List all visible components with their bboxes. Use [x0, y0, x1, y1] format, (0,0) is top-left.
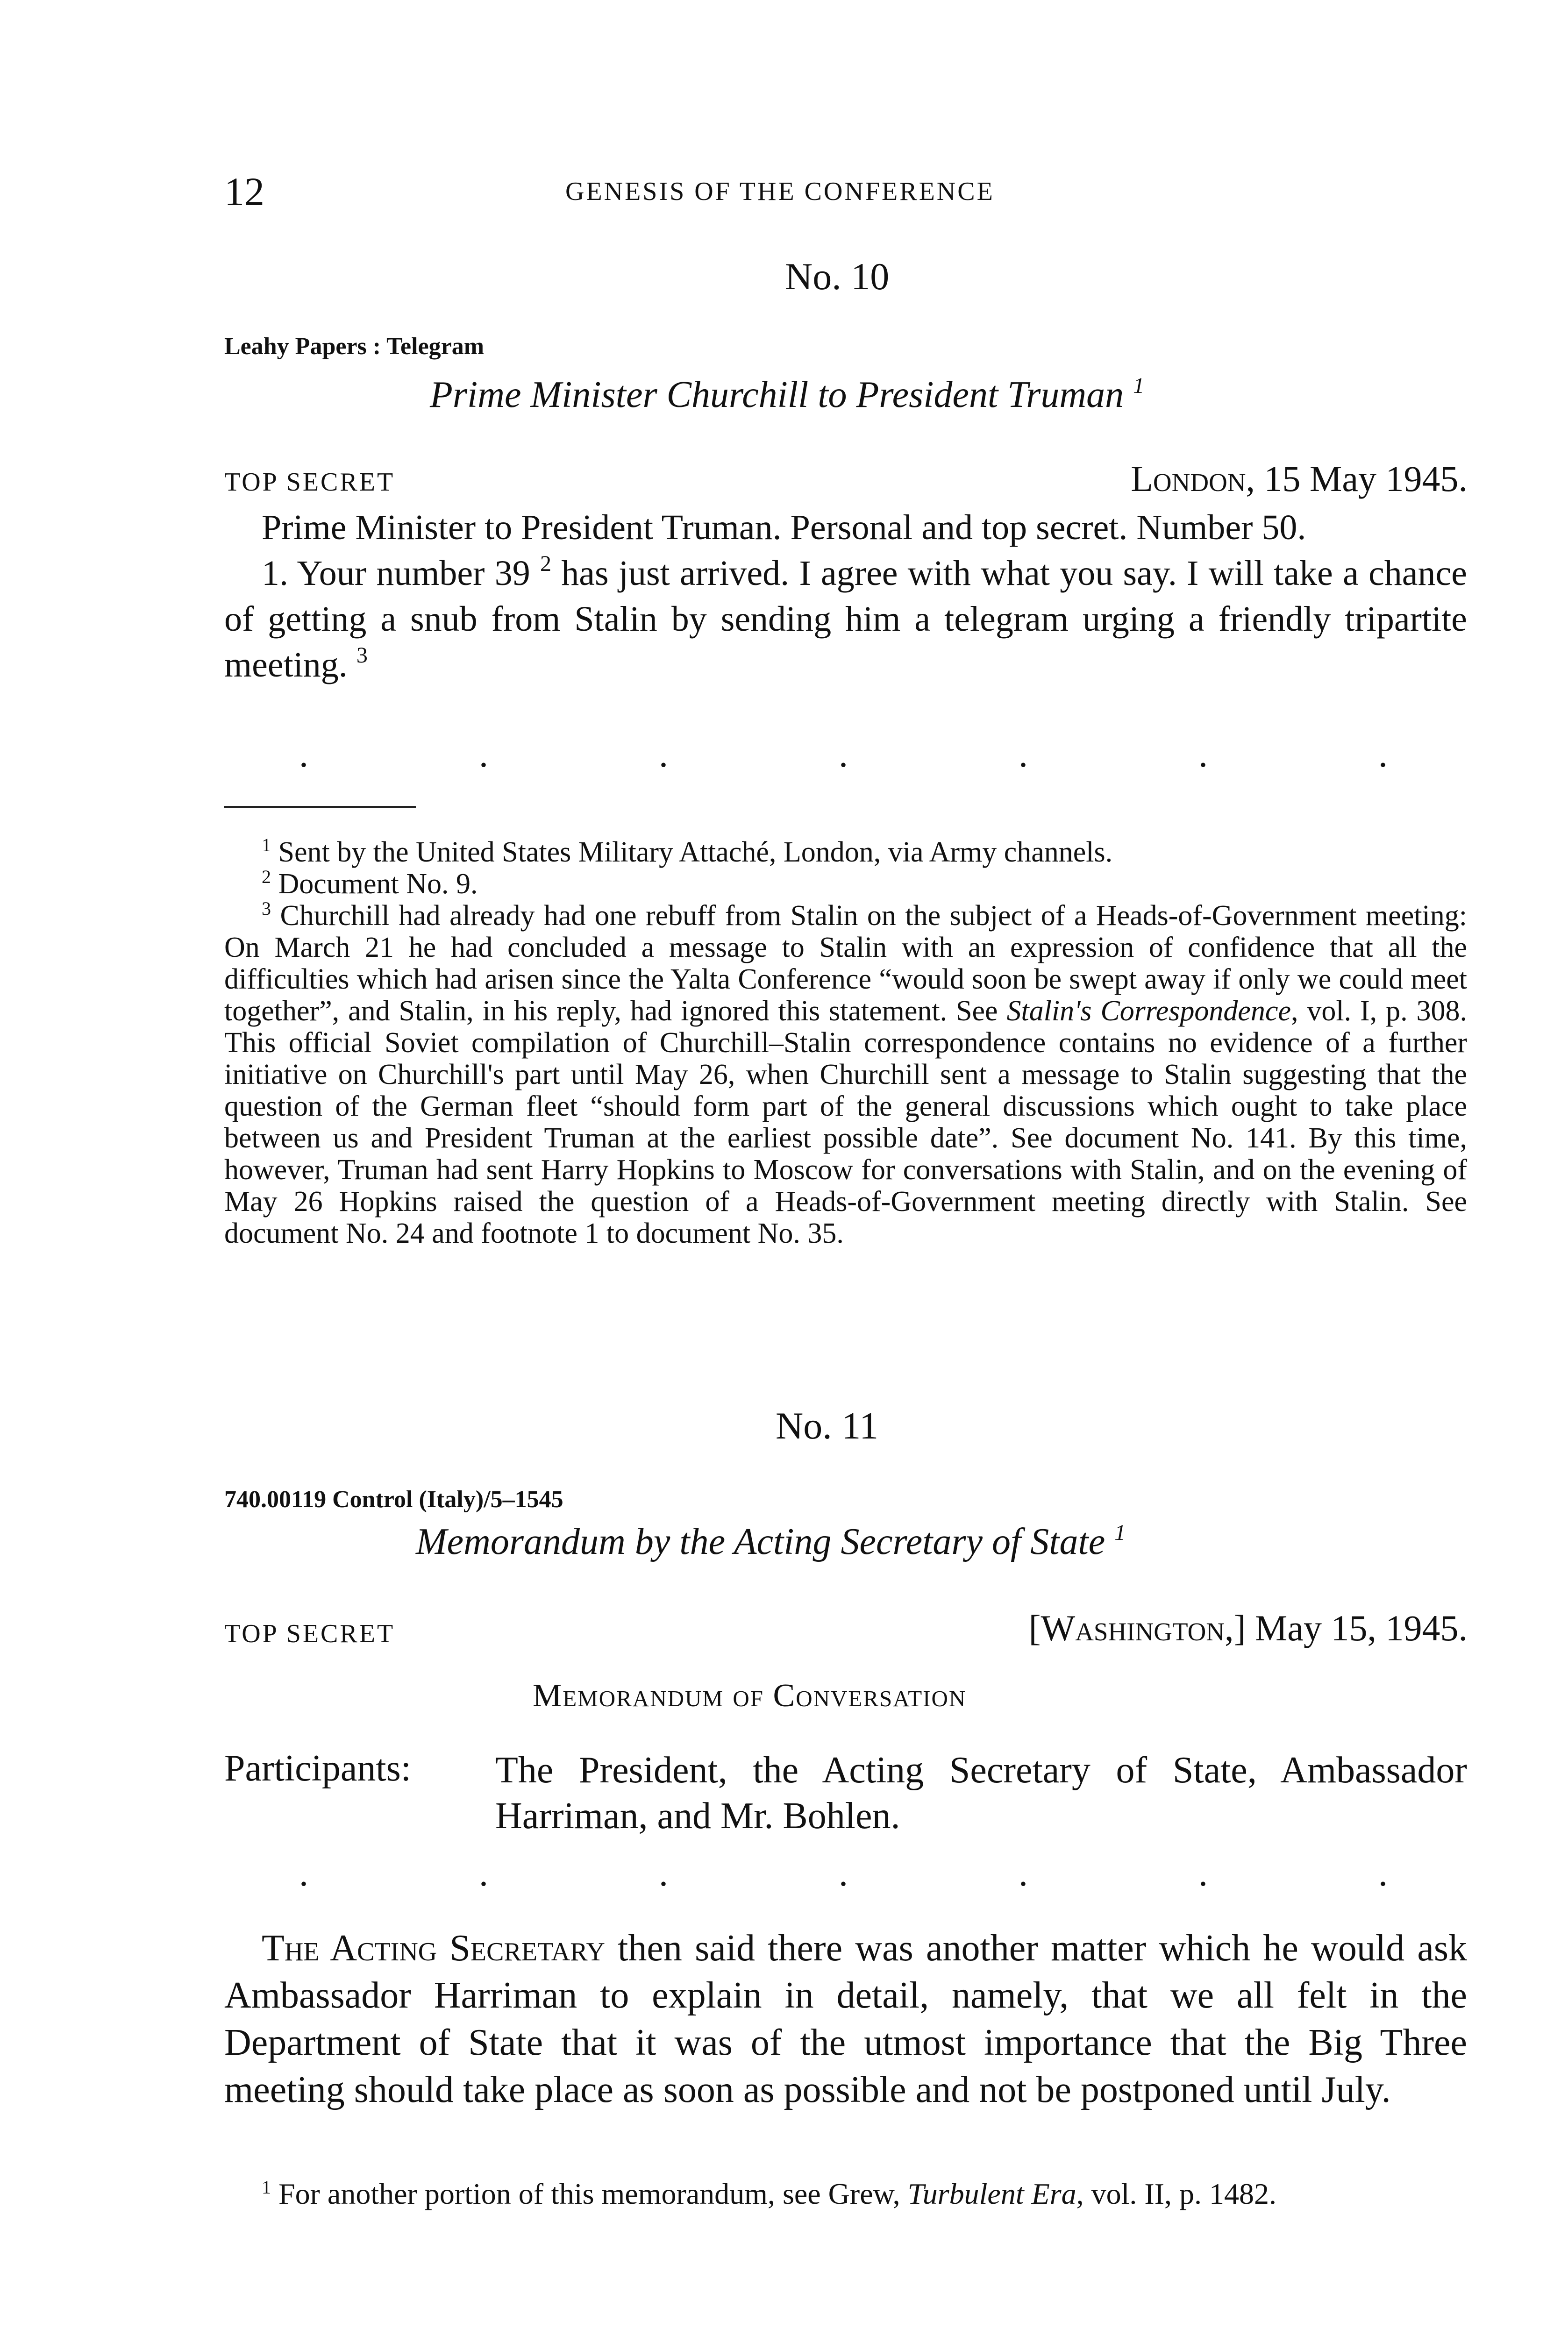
footnote-2 — [224, 868, 1467, 900]
ellipsis-dot: . — [659, 1853, 668, 1894]
footnote-3-mark: 3 — [262, 898, 271, 919]
doc11-footnotes — [224, 2177, 1467, 2211]
doc11-participants: The President, the Acting Secretary of State, Ambassador Harriman, and Mr. Bohlen. — [495, 1750, 1467, 1837]
running-title: GENESIS OF THE CONFERENCE — [565, 177, 995, 206]
footnote-3-citation: Stalin's Correspondence — [1006, 995, 1291, 1027]
doc11-dateline — [1029, 1607, 1468, 1649]
ellipsis-dot: . — [1378, 734, 1388, 775]
ellipsis-dot: . — [299, 734, 308, 775]
doc11-title-text: Memorandum by the Acting Secretary of State — [416, 1521, 1105, 1562]
doc11-classification: TOP SECRET — [224, 1619, 395, 1648]
ellipsis-dot: . — [1378, 1853, 1388, 1894]
footnote-3-text-a: Churchill had already had one rebuff from Stalin on the subject of a Heads-of-Government meeting: On March 21 he had concluded a message to Stalin with an expression of confidence that all the difficulties which had arisen since the Yalta Conference “would soon be swept away if only we could meet together”, and Stalin, in his reply, had ignored this statement. See — [224, 900, 1467, 1027]
doc11-number: No. 11 — [776, 1404, 879, 1447]
doc10-footnotes — [224, 836, 1467, 1249]
footnote-3-text-b: , vol. I, p. 308. This official Soviet compilation of Churchill–Stalin correspondence contains no evidence of a further initiative on Churchill's part until May 26, when Churchill sent a message to Stalin suggesting that the question of the German fleet “should form part of the general discussions which ought to take place between us and President Truman at the earliest possible date”. See document No. 141. By this time, however, Truman had sent Harry Hopkins to Moscow for conversations with Stalin, and on the evening of May 26 Hopkins raised the question of a Heads-of-Government meeting directly with Stalin. See document No. 24 and footnote 1 to document No. 35. — [224, 995, 1468, 1249]
doc11-title — [416, 1521, 1126, 1563]
doc10-body — [224, 505, 1467, 688]
doc10-ellipsis — [299, 734, 1388, 776]
doc10-paragraph — [224, 550, 1467, 688]
doc10-para-note-3: 3 — [356, 643, 368, 668]
ellipsis-dot: . — [659, 734, 668, 775]
doc10-para-a: 1. Your number 39 — [262, 554, 530, 593]
page-number: 12 — [224, 169, 264, 214]
doc10-title-text: Prime Minister Churchill to President Truman — [430, 374, 1124, 415]
doc11-para-lead: The Acting Secretary — [262, 1928, 605, 1969]
footnote-1-mark: 1 — [262, 834, 271, 855]
doc11-date: May 15, 1945. — [1246, 1608, 1468, 1648]
doc10-place: London — [1131, 458, 1246, 499]
ellipsis-dot: . — [1198, 1853, 1208, 1894]
doc11-footnote-1-citation: Turbulent Era — [907, 2177, 1076, 2210]
ellipsis-dot: . — [839, 1853, 848, 1894]
ellipsis-dot: . — [1019, 1853, 1028, 1894]
doc11-footnote-1-text-a: For another portion of this memorandum, see Grew, — [278, 2177, 908, 2210]
doc10-para-b: has just arrived. I agree with what you say. I will take a chance of getting a snub from Stalin by sending him a telegram urging a friendly tripartite meeting. — [224, 554, 1468, 684]
doc10-date: , 15 May 1945. — [1246, 458, 1468, 499]
ellipsis-dot: . — [1019, 734, 1028, 775]
doc11-paragraph — [224, 1925, 1467, 2114]
doc11-para-text: then said there was another matter which he would ask Ambassador Harriman to explain in detail, namely, that we all felt in the Department of State that it was of the utmost importance that the Big Three meeting should take place as soon as possible and not be postponed until July. — [224, 1928, 1467, 2110]
footnote-2-mark: 2 — [262, 866, 271, 887]
footnote-1 — [224, 836, 1467, 868]
doc11-memo-heading: Memorandum of Conversation — [533, 1678, 967, 1714]
doc10-title — [430, 374, 1144, 416]
doc11-title-footnote-mark: 1 — [1114, 1520, 1126, 1545]
doc10-title-footnote-mark: 1 — [1133, 373, 1145, 398]
doc10-source: Leahy Papers : Telegram — [224, 333, 485, 360]
doc10-para-note-2: 2 — [540, 551, 552, 576]
doc11-place: [Washington,] — [1028, 1608, 1246, 1648]
footnote-rule — [224, 806, 416, 808]
doc11-ellipsis — [299, 1852, 1388, 1895]
footnote-3 — [224, 900, 1467, 1249]
ellipsis-dot: . — [839, 734, 848, 775]
doc11-participants-label: Participants: — [224, 1748, 411, 1789]
footnote-2-text: Document No. 9. — [278, 868, 478, 900]
doc10-number: No. 10 — [785, 255, 890, 298]
doc11-file-number: 740.00119 Control (Italy)/5–1545 — [224, 1486, 563, 1513]
footnote-1-text: Sent by the United States Military Attaché, London, via Army channels. — [278, 836, 1113, 868]
ellipsis-dot: . — [479, 1853, 488, 1894]
doc10-classification: TOP SECRET — [224, 468, 395, 497]
doc10-line1: Prime Minister to President Truman. Personal and top secret. Number 50. — [262, 508, 1306, 547]
doc11-footnote-1-text-b: , vol. II, p. 1482. — [1076, 2177, 1276, 2210]
ellipsis-dot: . — [1198, 734, 1208, 775]
doc11-footnote-1 — [224, 2177, 1467, 2211]
ellipsis-dot: . — [479, 734, 488, 775]
ellipsis-dot: . — [299, 1853, 308, 1894]
doc10-dateline — [1131, 458, 1468, 500]
doc11-footnote-1-mark: 1 — [262, 2177, 271, 2198]
